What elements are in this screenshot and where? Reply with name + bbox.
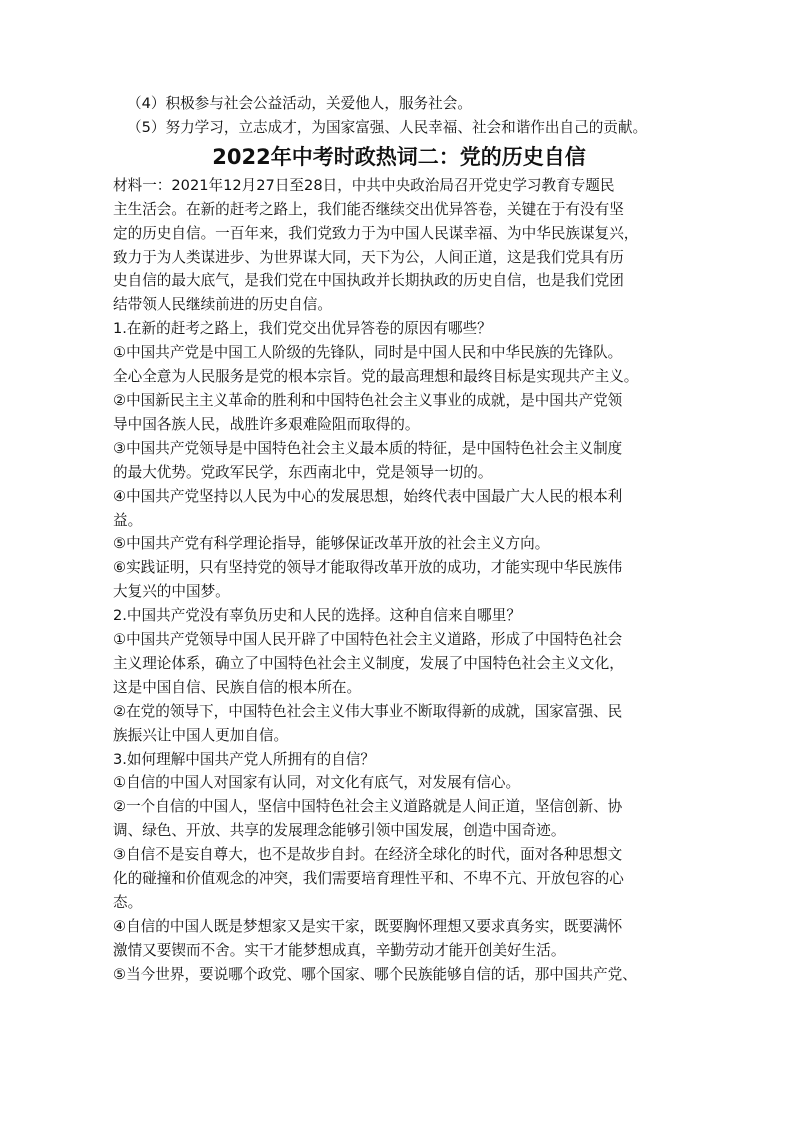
body-line: 族振兴让中国人更加自信。 <box>113 726 289 744</box>
body-line: 史自信的最大底气，是我们党在中国执政并长期执政的历史自信，也是我们党团 <box>113 272 624 290</box>
body-line: 结带领人民继续前进的历史自信。 <box>113 296 332 314</box>
body-line: ②中国新民主主义革命的胜利和中国特色社会主义事业的成就，是中国共产党领 <box>113 391 623 409</box>
body-line: 全心全意为人民服务是党的根本宗旨。党的最高理想和最终目标是实现共产主义。 <box>113 368 639 386</box>
body-line: ①自信的中国人对国家有认同，对文化有底气，对发展有信心。 <box>113 774 521 792</box>
body-line: ③自信不是妄自尊大，也不是故步自封。在经济全球化的时代，面对各种思想文 <box>113 846 623 864</box>
body-line: ①中国共产党领导中国人民开辟了中国特色社会主义道路，形成了中国特色社会 <box>113 631 623 649</box>
body-line: 化的碰撞和价值观念的冲突，我们需要培育理性平和、不卑不亢、开放包容的心 <box>113 870 624 888</box>
body-line: ③中国共产党领导是中国特色社会主义最本质的特征，是中国特色社会主义制度 <box>113 439 623 457</box>
body-line: ②在党的领导下，中国特色社会主义伟大事业不断取得新的成就，国家富强、民 <box>113 702 623 720</box>
body-line: 益。 <box>113 511 143 529</box>
body-line: 的最大优势。党政军民学，东西南北中，党是领导一切的。 <box>113 463 493 481</box>
document-body <box>113 174 685 987</box>
body-line: 态。 <box>113 894 143 911</box>
body-line: 导中国各族人民，战胜许多艰难险阻而取得的。 <box>113 415 420 433</box>
intro-item: （5）努力学习，立志成才，为国家富强、人民幸福、社会和谐作出自己的贡献。 <box>127 118 648 136</box>
body-line: 材料一：2021年12月27日至28日，中共中央政治局召开党史学习教育专题民 <box>113 176 615 194</box>
body-line: 大复兴的中国梦。 <box>113 583 230 601</box>
body-line: ⑤当今世界，要说哪个政党、哪个国家、哪个民族能够自信的话，那中国共产党、 <box>113 965 637 983</box>
body-line: 调、绿色、开放、共享的发展理念能够引领中国发展，创造中国奇迹。 <box>113 822 566 840</box>
body-line: 主义理论体系，确立了中国特色社会主义制度，发展了中国特色社会主义文化， <box>113 654 624 672</box>
document-title: 2022年中考时政热词二：党的历史自信 <box>212 144 586 169</box>
body-line: ①中国共产党是中国工人阶级的先锋队，同时是中国人民和中华民族的先锋队。 <box>113 344 623 362</box>
body-line: 这是中国自信、民族自信的根本所在。 <box>113 678 362 696</box>
body-line: ④中国共产党坚持以人民为中心的发展思想，始终代表中国最广大人民的根本利 <box>113 487 623 505</box>
intro-item: （4）积极参与社会公益活动，关爱他人，服务社会。 <box>127 95 472 112</box>
body-line: 主生活会。在新的赶考之路上，我们能否继续交出优异答卷，关键在于有没有坚 <box>113 200 624 218</box>
document-page <box>113 92 685 987</box>
body-line: 致力于为人类谋进步、为世界谋大同，天下为公，人间正道，这是我们党具有历 <box>113 248 624 266</box>
body-line: 1.在新的赶考之路上，我们党交出优异答卷的原因有哪些？ <box>113 320 492 338</box>
body-line: ④自信的中国人既是梦想家又是实干家，既要胸怀理想又要求真务实，既要满怀 <box>113 917 623 935</box>
body-line: 定的历史自信。一百年来，我们党致力于为中国人民谋幸福、为中华民族谋复兴， <box>113 224 639 242</box>
body-line: ⑤中国共产党有科学理论指导，能够保证改革开放的社会主义方向。 <box>113 535 550 553</box>
body-line: 3.如何理解中国共产党人所拥有的自信？ <box>113 750 376 768</box>
body-line: ②一个自信的中国人，坚信中国特色社会主义道路就是人间正道，坚信创新、协 <box>113 798 623 816</box>
body-line: ⑥实践证明，只有坚持党的领导才能取得改革开放的成功，才能实现中华民族伟 <box>113 559 623 577</box>
body-line: 激情又要锲而不舍。实干才能梦想成真，辛勤劳动才能开创美好生活。 <box>113 941 566 959</box>
body-line: 2.中国共产党没有辜负历史和人民的选择。这种自信来自哪里？ <box>113 607 521 625</box>
